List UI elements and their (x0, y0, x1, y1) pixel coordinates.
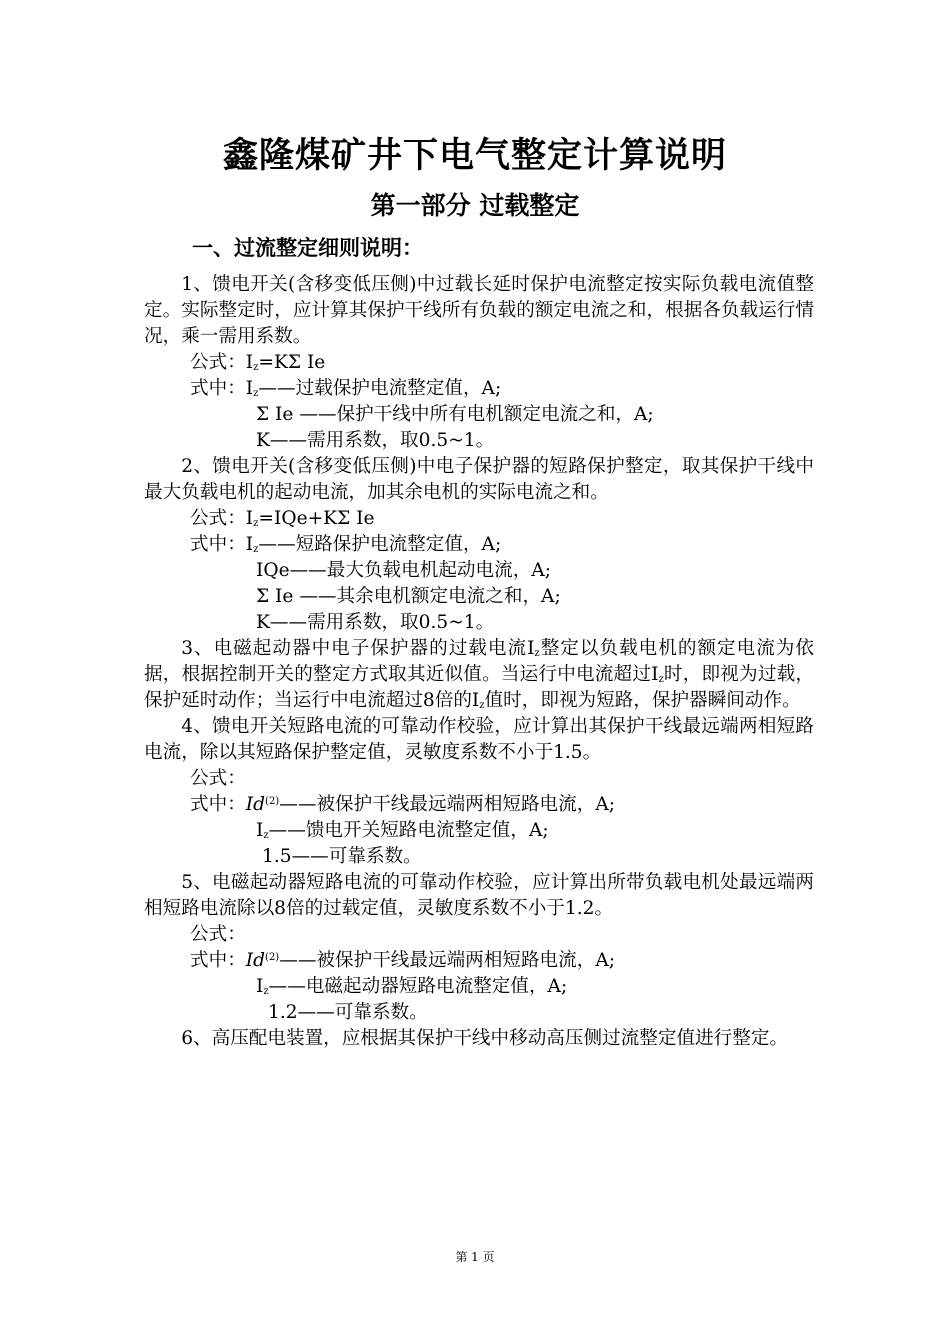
where-5b: $I_z——$电磁起动器短路电流整定值，A; (256, 976, 568, 997)
where-4c: 1.5——可靠系数。 (262, 846, 422, 867)
formula-4: 公式： (190, 768, 246, 789)
formula-1: 公式：$I_z=K\Sigma$ Ie (190, 352, 326, 373)
part-heading: 第一部分 过载整定 (370, 191, 580, 220)
formula-5: 公式： (190, 924, 246, 945)
paragraph-2: 2、馈电开关(含移变低压侧)中电子保护器的短路保护整定，取其保护干线中最大负载电机的起动电流，加其余电机的实际电流之和。 (144, 456, 814, 503)
paragraph-1: 1、馈电开关(含移变低压侧)中过载长延时保护电流整定按实际负载电流值整定。实际整定时，应计算其保护干线所有负载的额定电流之和，根据各负载运行情况，乘一需用系数。 (144, 274, 814, 347)
where-4a: 式中：Id$^{(2)}$——被保护干线最远端两相短路电流，A; (190, 794, 616, 815)
where-2a: 式中：$I_z——$短路保护电流整定值，A; (190, 534, 502, 555)
paragraph-3: 3、电磁起动器中电子保护器的过载电流$I_z$整定以负载电机的额定电流为依据，根据控制开关的整定方式取其近似值。当运行中电流超过$I_z$时，即视为过载，保护延时动作；当运行中电流超过8倍的$I_z$值时，即视为短路，保护器瞬间动作。 (144, 638, 814, 711)
where-2d: K——需用系数，取0.5~1。 (256, 612, 495, 633)
where-2c: Σ Ie ——其余电机额定电流之和，A; (256, 586, 561, 607)
where-5c: 1.2——可靠系数。 (268, 1002, 428, 1023)
page-number: 第 1 页 (455, 1250, 495, 1264)
where-2b: IQe——最大负载电机起动电流，A; (256, 560, 552, 581)
where-1a: 式中：$I_z——$过载保护电流整定值，A; (190, 378, 502, 399)
where-1c: K——需用系数，取0.5~1。 (256, 430, 495, 451)
paragraph-5: 5、电磁起动器短路电流的可靠动作校验，应计算出所带负载电机处最远端两相短路电流除以8倍的过载定值，灵敏度系数不小于1.2。 (144, 872, 814, 919)
document-title: 鑫隆煤矿井下电气整定计算说明 (222, 136, 727, 176)
paragraph-4: 4、馈电开关短路电流的可靠动作校验，应计算出其保护干线最远端两相短路电流，除以其短路保护整定值，灵敏度系数不小于1.5。 (144, 716, 814, 763)
section-heading: 一、过流整定细则说明： (192, 236, 423, 260)
paragraph-6: 6、高压配电装置，应根据其保护干线中移动高压侧过流整定值进行整定。 (181, 1028, 789, 1049)
where-5a: 式中：Id$^{(2)}$——被保护干线最远端两相短路电流，A; (190, 950, 616, 971)
formula-2: 公式：$I_z=IQe+K\Sigma$ Ie (190, 508, 375, 529)
where-1b: Σ Ie ——保护干线中所有电机额定电流之和，A; (256, 404, 654, 425)
where-4b: $I_z——$馈电开关短路电流整定值，A; (256, 820, 549, 841)
document-body (144, 272, 814, 1052)
